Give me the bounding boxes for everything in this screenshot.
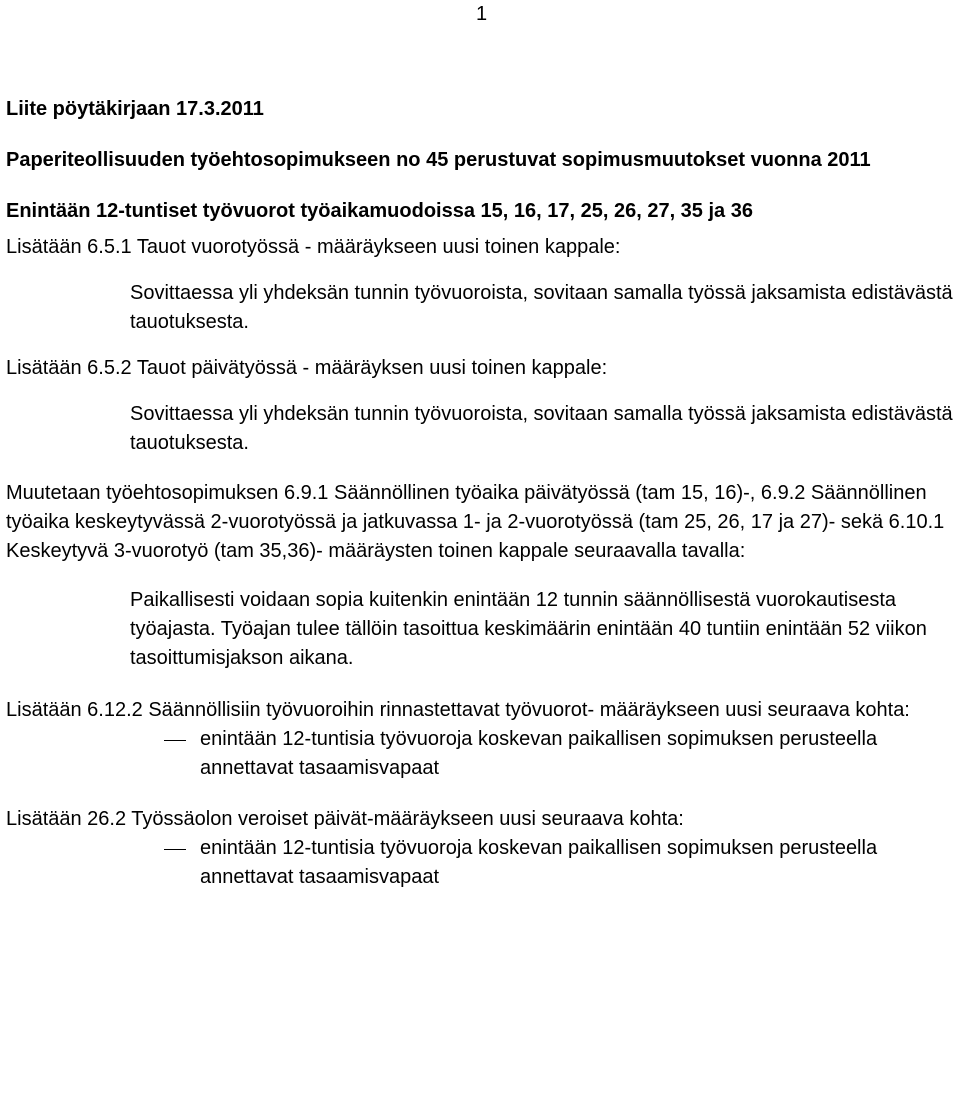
quoted-text-2: Sovittaessa yli yhdeksän tunnin työvuoroista, sovitaan samalla työssä jaksamista edistävästä tauotuksesta. (130, 403, 953, 454)
list-item-text: enintään 12-tuntisia työvuoroja koskevan paikallisen sopimuksen perusteella annettavat tasaamisvapaat (200, 837, 878, 888)
dash-bullet-icon (164, 834, 200, 863)
list-item-text: enintään 12-tuntisia työvuoroja koskevan paikallisen sopimuksen perusteella annettavat tasaamisvapaat (200, 728, 878, 779)
amendment-paragraph-5: Lisätään 26.2 Työssäolon veroiset päivät-määräykseen uusi seuraava kohta: (6, 808, 684, 830)
dash-bullet-icon (164, 725, 200, 754)
section-heading: Enintään 12-tuntiset työvuorot työaikamuodoissa 15, 16, 17, 25, 26, 27, 35 ja 36 (6, 200, 753, 222)
amendment-paragraph-4: Lisätään 6.12.2 Säännöllisiin työvuoroihin rinnastettavat työvuorot- määräykseen uusi seuraava kohta: (6, 699, 910, 721)
list-item (6, 834, 954, 892)
amendment-paragraph-2: Lisätään 6.5.2 Tauot päivätyössä - määräyksen uusi toinen kappale: (6, 357, 608, 379)
list-item (6, 725, 954, 783)
appendix-heading: Liite pöytäkirjaan 17.3.2011 (6, 98, 264, 120)
document-title: Paperiteollisuuden työehtosopimukseen no 45 perustuvat sopimusmuutokset vuonna 2011 (6, 149, 871, 171)
amendment-paragraph-3: Muutetaan työehtosopimuksen 6.9.1 Säännöllinen työaika päivätyössä (tam 15, 16)-, 6.9.2 Säännöllinen työaika keskeytyvässä 2-vuorotyössä ja jatkuvassa 1- ja 2-vuorotyössä (tam 25, 26, 17 ja 27)- sekä 6.10.1 Keskeytyvä 3-vuorotyö (tam 35,36)- määräysten toinen kappale seuraavalla tavalla: (6, 482, 945, 562)
quoted-text-1: Sovittaessa yli yhdeksän tunnin työvuoroista, sovitaan samalla työssä jaksamista edistävästä tauotuksesta. (130, 282, 953, 333)
document-body (6, 95, 954, 892)
page-number: 1 (476, 3, 488, 25)
amendment-paragraph-1: Lisätään 6.5.1 Tauot vuorotyössä - määräykseen uusi toinen kappale: (6, 236, 621, 258)
quoted-text-3: Paikallisesti voidaan sopia kuitenkin enintään 12 tunnin säännöllisestä vuorokautisesta työajasta. Työajan tulee tällöin tasoittua keskimäärin enintään 40 tuntiin enintään 52 viikon tasoittumisjakson aikana. (130, 589, 927, 669)
